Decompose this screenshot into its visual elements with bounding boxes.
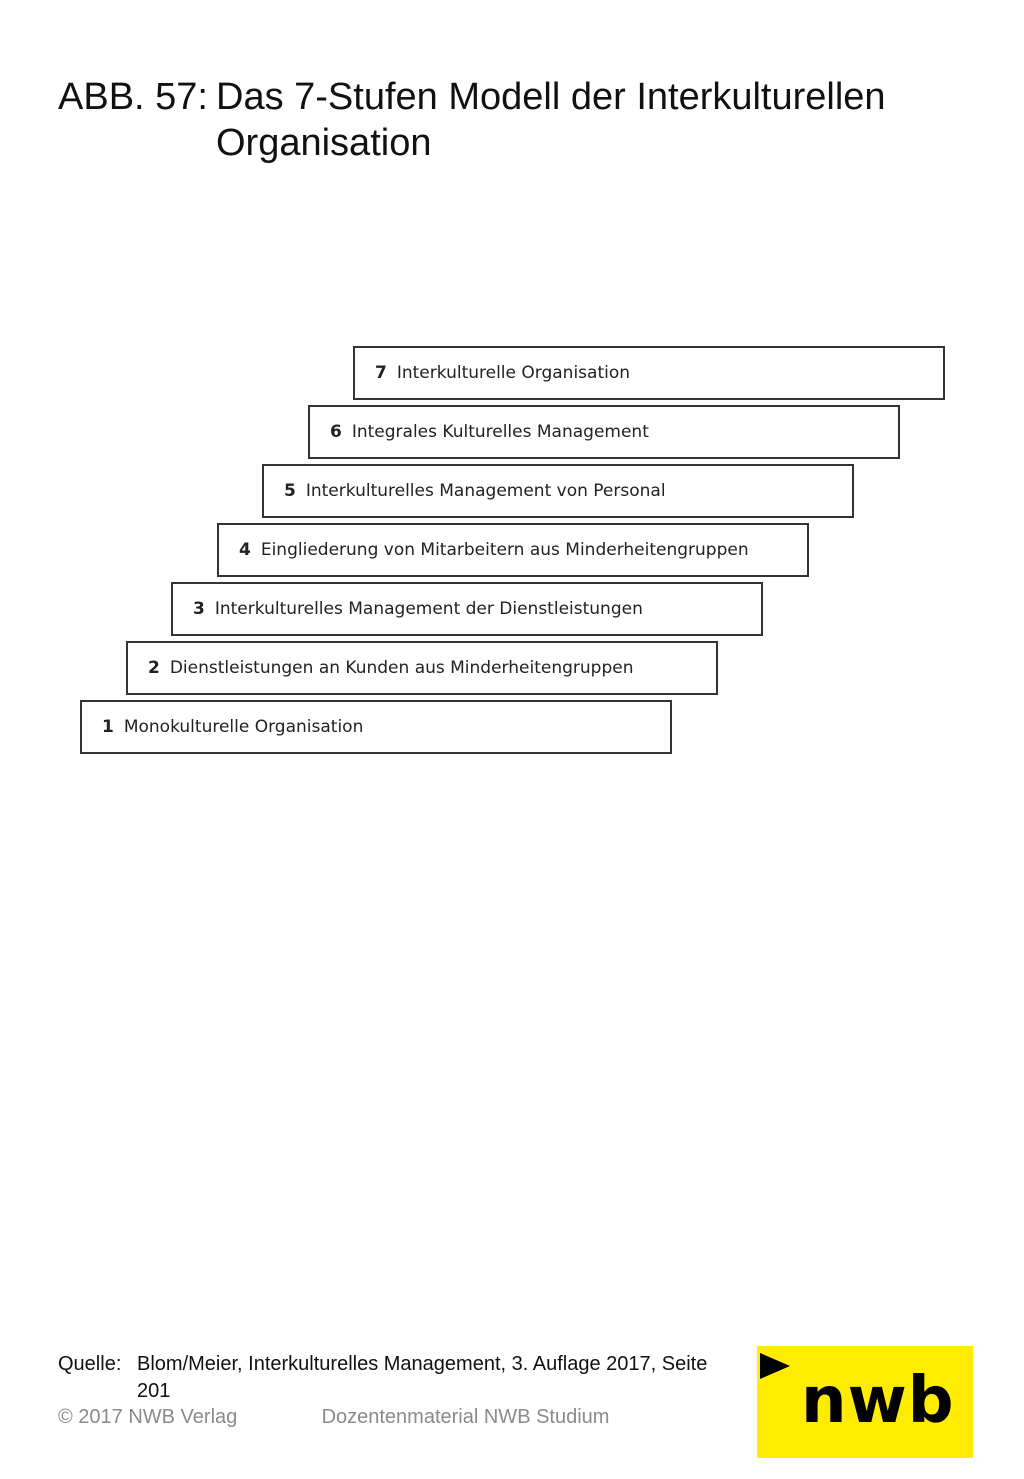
stage-6-label: Integrales Kulturelles Management [351,422,649,442]
stage-1-box [80,700,672,754]
stage-3-number: 3 [193,599,205,619]
stage-2-box [126,641,718,695]
stage-6-number: 6 [330,422,342,442]
figure-number: ABB. 57: [58,76,208,118]
material-text: Dozentenmaterial NWB Studium [321,1406,610,1428]
stage-4-box [217,523,809,577]
play-triangle-icon [757,1346,797,1386]
figure-title [58,74,916,166]
stage-4-number: 4 [239,540,251,560]
stage-5-label: Interkulturelles Management von Personal [305,481,666,501]
source-citation [58,1351,737,1405]
stage-5-box [262,464,854,518]
stage-6-box [308,405,900,459]
stage-3-label: Interkulturelles Management der Dienstleistungen [214,599,643,619]
stage-2-label: Dienstleistungen an Kunden aus Minderheitengruppen [169,658,634,678]
stage-5-number: 5 [284,481,296,501]
nwb-logo [757,1346,973,1458]
stage-2-number: 2 [148,658,160,678]
stage-7-box [353,346,945,400]
stage-4-label: Eingliederung von Mitarbeitern aus Minderheitengruppen [260,540,749,560]
logo-text: nwb [801,1364,955,1438]
footer [58,1406,609,1429]
source-label: Quelle: [58,1353,122,1375]
copyright-text: © 2017 NWB Verlag [58,1406,238,1428]
stage-3-box [171,582,763,636]
stage-1-number: 1 [102,717,114,737]
stage-7-label: Interkulturelle Organisation [396,363,631,383]
stage-1-label: Monokulturelle Organisation [123,717,364,737]
figure-title-text: Das 7-Stufen Modell der Interkulturellen Organisation [216,76,886,164]
source-text: Blom/Meier, Interkulturelles Management, 3. Auflage 2017, Seite 201 [137,1353,708,1402]
stage-7-number: 7 [375,363,387,383]
